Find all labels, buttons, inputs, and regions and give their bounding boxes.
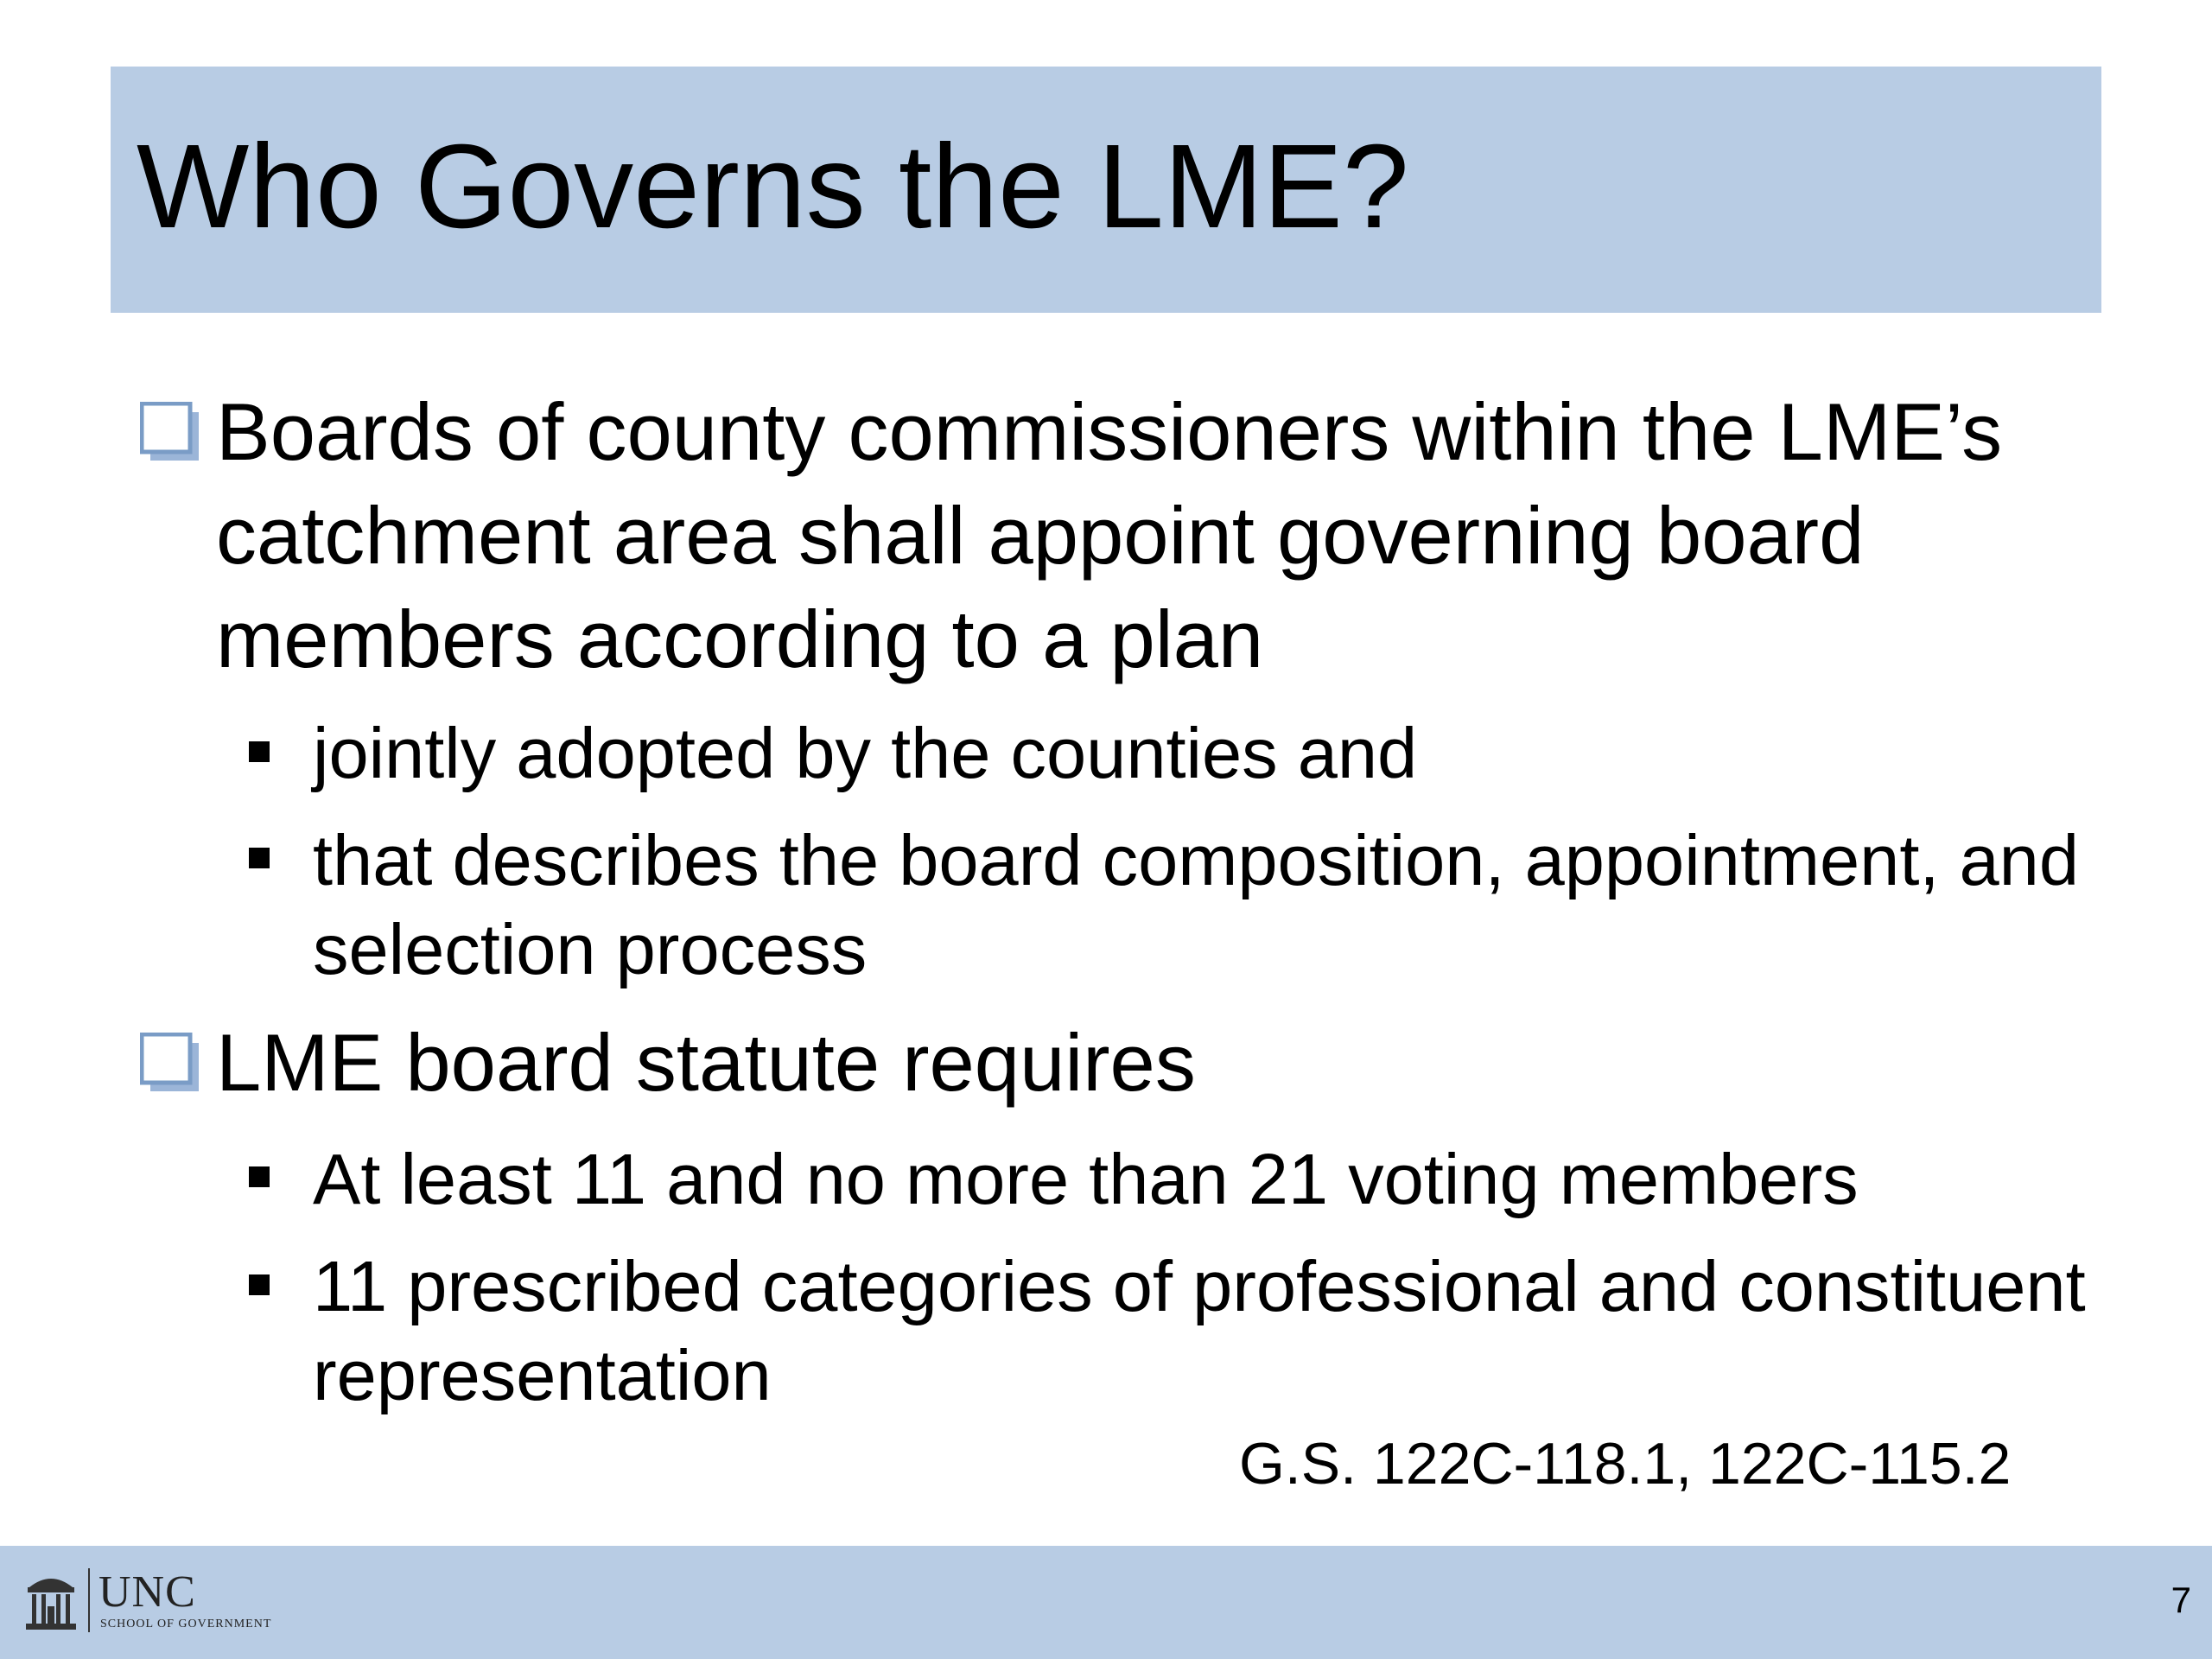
- square-bullet-icon: [249, 741, 270, 762]
- unc-sog-logo: [24, 1568, 318, 1637]
- sub-bullet-1-1: jointly adopted by the counties and: [313, 713, 1418, 793]
- bullet-1-line-1: Boards of county commissioners within the LME’s: [216, 386, 2003, 477]
- square-bullet-icon: [249, 1166, 270, 1187]
- square-bullet-icon: [249, 1274, 270, 1295]
- square-bullet-icon: [249, 848, 270, 868]
- title-band: [111, 67, 2101, 313]
- sub-bullet-1-2-line-1: that describes the board composition, appointment, and: [313, 820, 2079, 900]
- logo-wordmark: UNC: [99, 1567, 196, 1617]
- statute-citation: G.S. 122C-118.1, 122C-115.2: [1239, 1431, 2012, 1497]
- bullet-1-line-3: members according to a plan: [216, 594, 1264, 684]
- sub-bullet-1-2-line-2: selection process: [313, 909, 868, 989]
- sub-bullet-2-1: At least 11 and no more than 21 voting members: [313, 1139, 1859, 1219]
- bullet-1-line-2: catchment area shall appoint governing board: [216, 490, 1865, 581]
- old-well-icon: [24, 1568, 78, 1632]
- footer-band: [0, 1546, 2212, 1659]
- sub-bullet-2-2-line-1: 11 prescribed categories of professional and constituent: [313, 1246, 2086, 1326]
- checkbox-bullet-icon: [140, 402, 200, 462]
- page-number: 7: [2171, 1580, 2191, 1620]
- logo-subtitle: SCHOOL OF GOVERNMENT: [100, 1618, 272, 1630]
- bullet-2-line-1: LME board statute requires: [216, 1017, 1196, 1108]
- checkbox-bullet-icon: [140, 1033, 200, 1093]
- slide-title: Who Governs the LME?: [137, 120, 1409, 253]
- logo-divider: [88, 1568, 90, 1632]
- sub-bullet-2-2-line-2: representation: [313, 1335, 772, 1415]
